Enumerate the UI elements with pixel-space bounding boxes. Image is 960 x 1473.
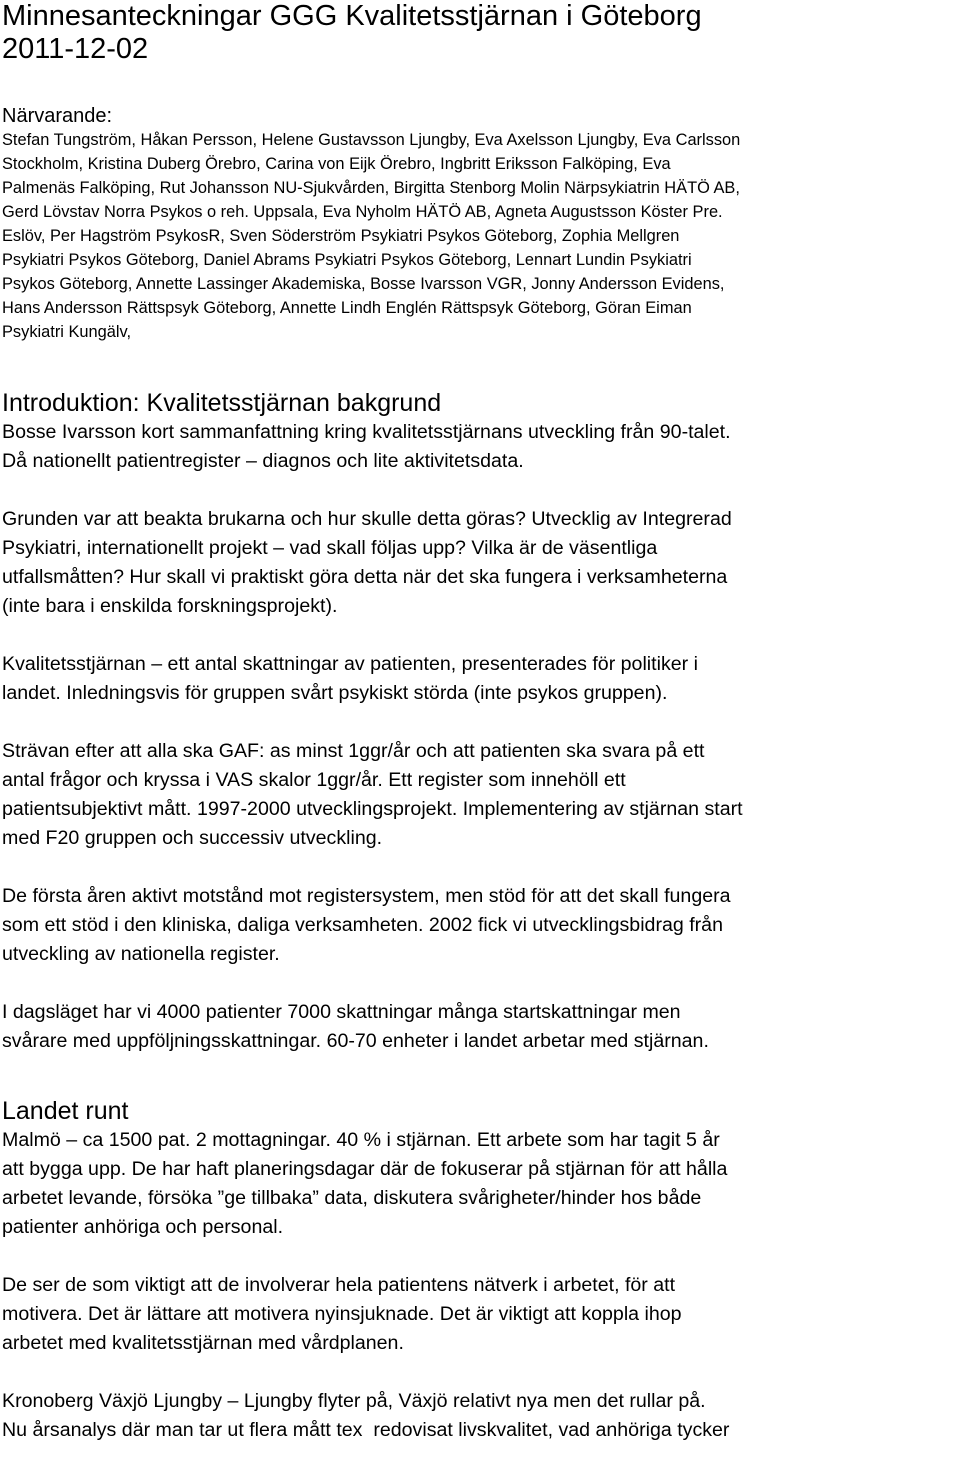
document-title	[0, 0, 960, 66]
document-title-text: Minnesanteckningar GGG Kvalitetsstjärnan i Göteborg	[2, 0, 702, 32]
kronoberg-label: Kronoberg Växjö Ljungby	[2, 1390, 223, 1412]
intro-paragraph-6: I dagsläget har vi 4000 patienter 7000 skattningar många startskattningar men svårare med uppföljningsskattningar. 60-70 enheter i landet arbetar med stjärnan.	[2, 1001, 709, 1052]
attendance-list: Stefan Tungström, Håkan Persson, Helene Gustavsson Ljungby, Eva Axelsson Ljungby, Eva Carlsson Stockholm, Kristina Duberg Örebro, Carina von Eijk Örebro, Ingbritt Eriksson Falköping, Eva Palmenäs Falköping, Rut Johansson NU-Sjukvården, Birgitta Stenborg Molin Närpsykiatrin HÄTÖ AB, Gerd Lövstav Norra Psykos o reh. Uppsala, Eva Nyholm HÄTÖ AB, Agneta Augustsson Köster Pre. Eslöv, Per Hagström PsykosR, Sven Söderström Psykiatri Psykos Göteborg, Zophia Mellgren Psykiatri Psykos Göteborg, Daniel Abrams Psykiatri Psykos Göteborg, Lennart Lundin Psykiatri Psykos Göteborg, Annette Lassinger Akademiska, Bosse Ivarsson VGR, Jonny Andersson Evidens, Hans Andersson Rättspsyk Göteborg, Annette Lindh Englén Rättspsyk Göteborg, Göran Eiman Psykiatri Kungälv,	[2, 131, 741, 341]
intro-paragraph-5: De första åren aktivt motstånd mot registersystem, men stöd för att det skall fungera som ett stöd i den kliniska, daliga verksamheten. 2002 fick vi utvecklingsbidrag från utveckling av nationella register.	[2, 885, 731, 965]
intro-paragraph-4: Strävan efter att alla ska GAF: as minst 1ggr/år och att patienten ska svara på ett antal frågor och kryssa i VAS skalor 1ggr/år. Ett register som innehöll ett patientsubjektivt mått. 1997-2000 utvecklingsprojekt. Implementering av stjärnan start med F20 gruppen och successiv utveckling.	[2, 740, 743, 849]
malmo-paragraph	[0, 1126, 960, 1242]
landet-paragraph-2: De ser de som viktigt att de involverar hela patientens nätverk i arbetet, för att motivera. Det är lättare att motivera nyinsjuknade. Det är viktigt att koppla ihop arbetet med kvalitetsstjärnan med vårdplanen.	[2, 1274, 682, 1354]
intro-paragraph-2: Grunden var att beakta brukarna och hur skulle detta göras? Utvecklig av Integrerad Psykiatri, internationellt projekt – vad skall följas upp? Vilka är de väsentliga utfallsmåtten? Hur skall vi praktiskt göra detta när det ska fungera i verksamheterna (inte bara i enskilda forskningsprojekt).	[2, 508, 732, 617]
kronoberg-paragraph	[0, 1387, 960, 1445]
kronoberg-text: – Ljungby flyter på, Växjö relativt nya men det rullar på. Nu årsanalys där man tar ut flera mått tex redovisat livskvalitet, vad anhöriga tycker	[2, 1390, 730, 1441]
attendance-heading: Närvarande:	[2, 105, 113, 127]
intro-paragraph-1: Bosse Ivarsson kort sammanfattning kring kvalitetsstjärnans utveckling från 90-talet. Då nationellt patientregister – diagnos och lite aktivitetsdata.	[2, 421, 731, 472]
intro-heading: Introduktion: Kvalitetsstjärnan bakgrund	[2, 389, 442, 417]
document-date: 2011-12-02	[2, 33, 149, 65]
malmo-label: Malmö	[2, 1129, 61, 1151]
intro-paragraph-3: Kvalitetsstjärnan – ett antal skattningar av patienten, presenterades för politiker i landet. Inledningsvis för gruppen svårt psykiskt störda (inte psykos gruppen).	[2, 653, 698, 704]
landet-runt-heading: Landet runt	[2, 1097, 129, 1125]
malmo-text: – ca 1500 pat. 2 mottagningar. 40 % i stjärnan. Ett arbete som har tagit 5 år att bygga upp. De har haft planeringsdagar där de fokuserar på stjärnan för att hålla arbetet levande, försöka ”ge tillbaka” data, diskutera svårigheter/hinder hos både patienter anhöriga och personal.	[2, 1129, 728, 1238]
